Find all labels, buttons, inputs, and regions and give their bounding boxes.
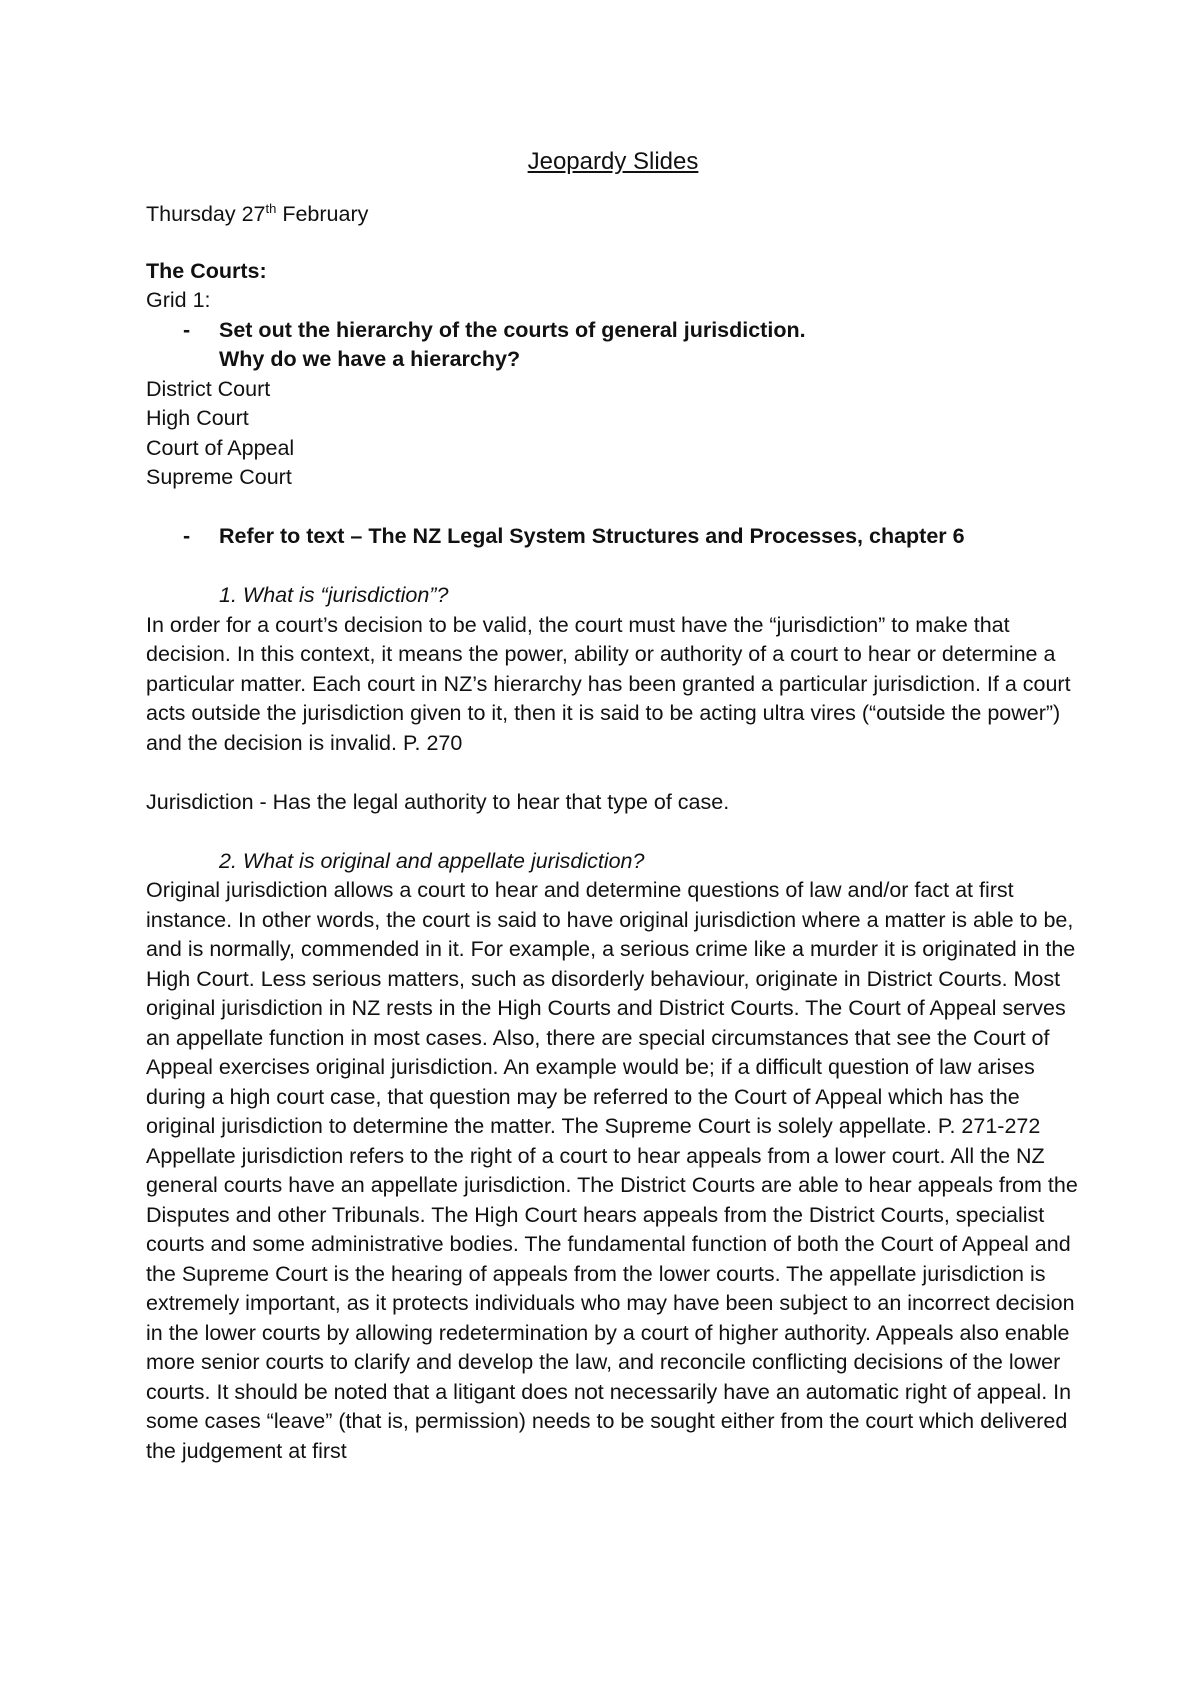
date-prefix: Thursday 27 (146, 202, 266, 226)
hierarchy-item-district: District Court (146, 376, 271, 401)
bullet-dash: - (183, 317, 191, 342)
hierarchy-item-high: High Court (146, 406, 249, 430)
document-title: Jeopardy Slides (527, 148, 699, 175)
bullet-hierarchy-line2: Why do we have a hierarchy? (219, 347, 521, 371)
document-body (146, 147, 1086, 1466)
jurisdiction-summary: Jurisdiction - Has the legal authority to hear that type of case. (146, 789, 730, 814)
courts-heading: The Courts: (146, 258, 267, 283)
grid-label: Grid 1: (146, 288, 211, 312)
date-line (146, 200, 1086, 230)
bullet-reference (146, 522, 1086, 552)
answer-1-paragraph: In order for a court’s decision to be valid, the court must have the “jurisdiction” to make that decision. In this context, it means the power, ability or authority of a court to hear or determine a particular matter. Each court in NZ’s hierarchy has been granted a particular jurisdiction. If a court acts outside the jurisdiction given to it, then it is said to be acting ultra vires (“outside the power”) and the decision is invalid. P. 270 (146, 612, 1071, 755)
bullet-dash: - (183, 524, 191, 548)
date-ordinal: th (265, 200, 277, 216)
bullet-hierarchy-line1 (146, 316, 1086, 346)
bullet-hierarchy-text: Set out the hierarchy of the courts of general jurisdiction. (219, 317, 806, 342)
appellate-jurisdiction-paragraph: Appellate jurisdiction refers to the right of a court to hear appeals from a lower court. All the NZ general courts have an appellate jurisdiction. The District Courts are able to hear appeals from the Disputes and other Tribunals. The High Court hears appeals from the District Courts, specialist courts and some administrative bodies. The fundamental function of both the Court of Appeal and the Supreme Court is the hearing of appeals from the lower courts. The appellate jurisdiction is extremely important, as it protects individuals who may have been subject to an incorrect decision in the lower courts by allowing redetermination by a court of higher authority. Appeals also enable more senior courts to clarify and develop the law, and reconcile conflicting decisions of the lower courts. It should be noted that a litigant does not necessarily have an automatic right of appeal. In some cases “leave” (that is, permission) needs to be sought either from the court which delivered the judgement at first (146, 1143, 1078, 1463)
hierarchy-item-supreme: Supreme Court (146, 465, 292, 489)
bullet-reference-text: Refer to text – The NZ Legal System Structures and Processes, chapter 6 (219, 524, 965, 548)
original-jurisdiction-paragraph: Original jurisdiction allows a court to hear and determine questions of law and/or fact at first instance. In other words, the court is said to have original jurisdiction where a matter is able to be, and is normally, commended in it. For example, a serious crime like a murder it is originated in the High Court. Less serious matters, such as disorderly behaviour, originate in District Courts. Most original jurisdiction in NZ rests in the High Courts and District Courts. The Court of Appeal serves an appellate function in most cases. Also, there are special circumstances that see the Court of Appeal exercises original jurisdiction. An example would be; if a difficult question of law arises during a high court case, that question may be referred to the Court of Appeal which has the original jurisdiction to determine the matter. The Supreme Court is solely appellate. P. 271-272 (146, 878, 1076, 1138)
question-2: 2. What is original and appellate jurisdiction? (219, 848, 645, 873)
question-1: 1. What is “jurisdiction”? (219, 583, 449, 607)
hierarchy-item-appeal: Court of Appeal (146, 435, 295, 460)
date-suffix: February (276, 202, 369, 226)
